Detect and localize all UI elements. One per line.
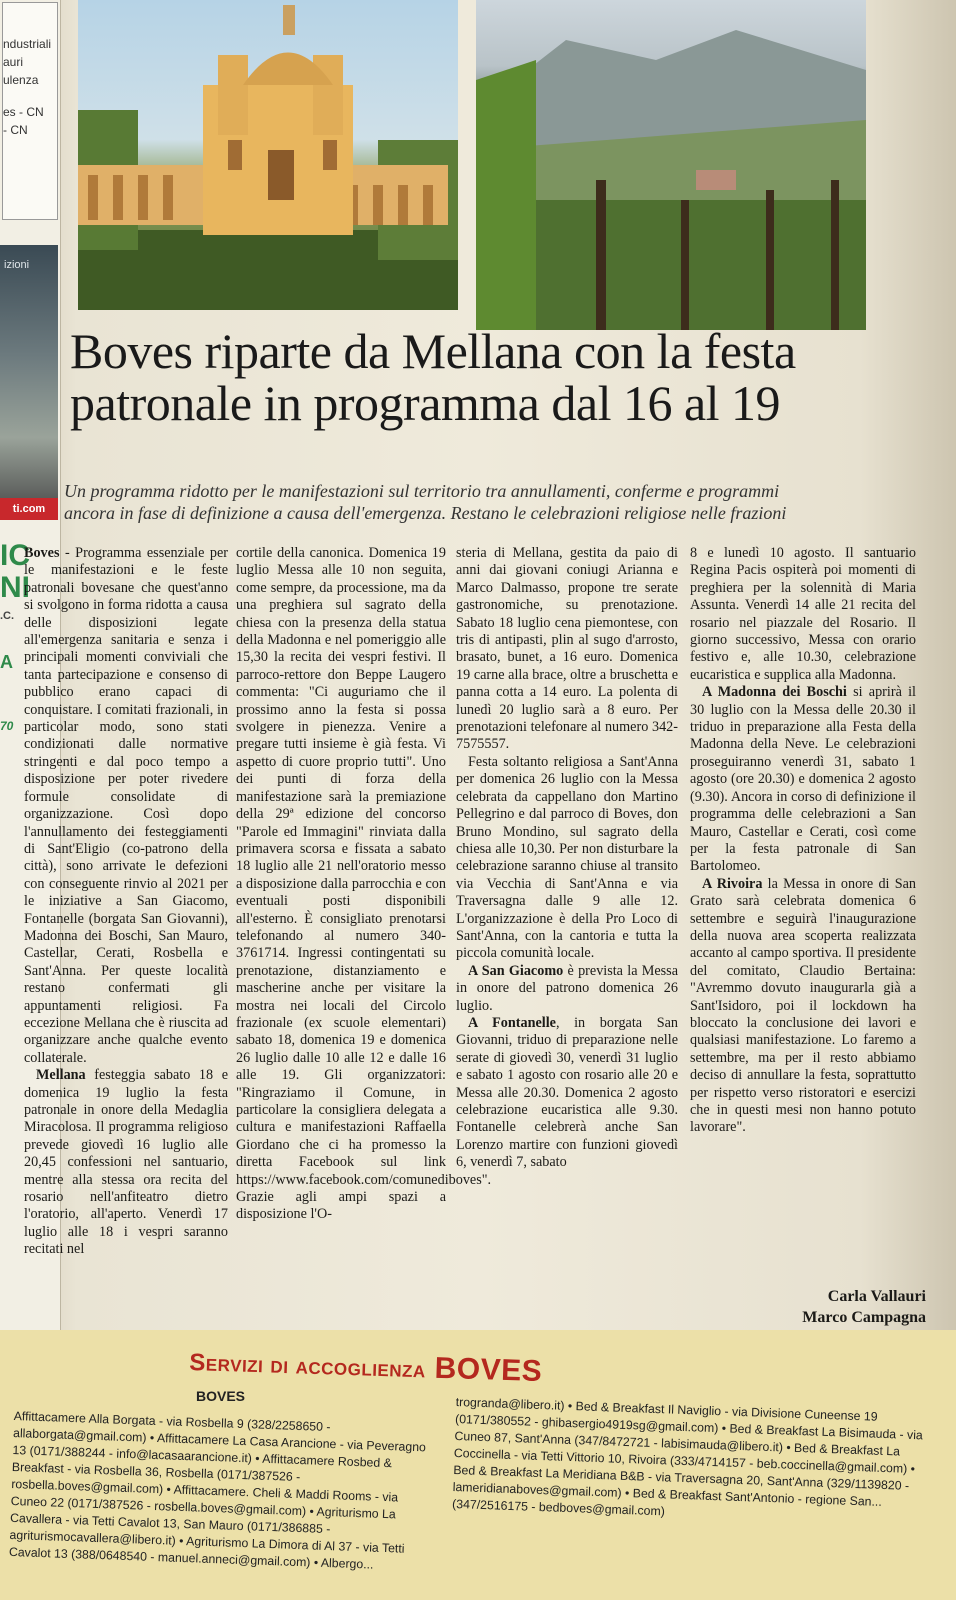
subhead-line-2: ancora in fase di definizione a causa dell'emergenza. Restano le celebrazioni religiose nelle frazioni bbox=[64, 503, 787, 523]
paragraph-lead: A Rivoira bbox=[702, 875, 763, 892]
ad-section-heading: BOVES bbox=[196, 1388, 246, 1404]
vineyard-illustration bbox=[476, 0, 866, 330]
author-name: Marco Campagna bbox=[802, 1309, 926, 1326]
article-paragraph bbox=[690, 876, 916, 1137]
paragraph-lead: A Madonna dei Boschi bbox=[702, 684, 847, 701]
left-advert-image bbox=[0, 245, 58, 520]
left-green-line: IC bbox=[0, 539, 30, 572]
left-advert-bar: ti.com bbox=[0, 498, 58, 520]
article-paragraph bbox=[24, 1067, 228, 1258]
sanctuary-illustration bbox=[78, 0, 458, 310]
left-box-line: auri bbox=[3, 55, 24, 69]
article-paragraph bbox=[456, 963, 678, 1015]
author-name: Carla Vallauri bbox=[827, 1288, 926, 1305]
left-advert-label: izioni bbox=[4, 259, 30, 271]
article-column-4 bbox=[690, 545, 916, 1137]
article-subheading bbox=[64, 480, 874, 524]
article-byline bbox=[802, 1286, 926, 1328]
article-headline bbox=[70, 325, 860, 429]
paragraph-lead: A Fontanelle bbox=[468, 1014, 556, 1031]
left-green-small: .C. bbox=[0, 610, 15, 622]
left-box-line: es - CN bbox=[3, 105, 44, 119]
article-column-1 bbox=[24, 545, 228, 1259]
headline-line-2: patronale in programma dal 16 al 19 bbox=[70, 375, 781, 431]
ad-listing-column-2: trogranda@libero.it) • Bed & Breakfast Il Naviglio - via Divisione Cuneense 19 (0171/380552 - ghibasergio4919sg@gmail.com) • Bed & Breakfast La Bisimauda - via Cuneo 87, Sant'Anna (347/8472721 - labisimauda@libero.it) • Bed & Breakfast La Coccinella - via Tetti Vittorio 10, Rivoira (333/4714157 - beb.coccinella@gmail.com) • Bed & Breakfast La Meridiana B&B - via Traversagna 20, Sant'Anna (329/1139820 - lameridianaboves@gmail.com) • Bed & Breakfast Sant'Antonio - regione San... (347/2516175 - bedboves@gmail.com) bbox=[451, 1394, 924, 1519]
ad-title bbox=[189, 1344, 543, 1389]
paragraph-text: si aprirà il 30 luglio con la Messa delle 20.30 il triduo in preparazione alla Festa della Madonna della Neve. Le celebrazioni proseguiranno venerdì 31, sabato 1 agosto (ore 20.30) e domenica 2 agosto (9.30). Ancora in corso di definizione il programma delle celebrazioni a San Mauro, Castellar e Cerati, così come per la festa patronale di San Bartolomeo. bbox=[690, 684, 916, 875]
paragraph-lead: A San Giacomo bbox=[468, 962, 564, 979]
article-paragraph bbox=[456, 545, 678, 754]
paragraph-lead: Mellana bbox=[36, 1067, 86, 1084]
paragraph-text: è prevista la Messa in onore del patrono domenica 26 luglio. bbox=[456, 962, 679, 1014]
left-green-number: 70 bbox=[0, 719, 14, 733]
photo-vineyard bbox=[476, 0, 866, 330]
left-neighbor-box bbox=[2, 2, 58, 220]
left-green-line: NI bbox=[0, 571, 30, 604]
paragraph-text: , in borgata San Giovanni, triduo di preparazione nelle serate di giovedì 30, venerdì 31 luglio e sabato 1 agosto con rosario alle 20 e Messa alle 20.30. Domenica 2 agosto celebrazione eucaristica alle 9.30. Fontanelle celebrerà anche San Lorenzo martire con funzioni giovedì 6, venerdì 7, sabato bbox=[456, 1014, 678, 1171]
article-column-2 bbox=[236, 545, 492, 1224]
paragraph-text: festeggia sabato 18 e domenica 19 luglio la festa patronale in onore della Medaglia Miracolosa. Il programma religioso prevede giovedì 16 luglio alle 20,45 confessioni nel santuario, mentre alla stessa ora recita del rosario nell'anfiteatro dietro l'oratorio, all'aperto. Venerdì 17 luglio alle 18 i vespri saranno recitati nel bbox=[24, 1067, 228, 1258]
ad-title-town: BOVES bbox=[434, 1351, 543, 1389]
left-box-line: - CN bbox=[3, 123, 28, 137]
left-box-line: ulenza bbox=[3, 73, 39, 87]
left-box-line: ndustriali bbox=[3, 37, 52, 51]
article-paragraph bbox=[690, 684, 916, 875]
paragraph-text: 8 e lunedì 10 agosto. Il santuario Regina Pacis ospiterà poi momenti di preghiera per la solennità di Maria Assunta. Venerdì 14 alle 21 recita del rosario nel piazzale del Rosario. Il giorno successivo, Messa con orario festivo e, alle 10.30, celebrazione eucaristica e supplica alla Madonna. bbox=[690, 545, 916, 683]
paragraph-text: cortile della canonica. Domenica 19 luglio Messa alle 10 non seguita, come sempre, da processione, ma da una preghiera sul sagrato della chiesa con la presenza della statua della Madonna e nel pomeriggio alle 15,30 la recita dei vespri festivi. Il parroco-rettore don Beppe Laugero commenta: "Ci auguriamo che il prossimo anno la festa si possa svolgere in pienezza. Venire a pregare tutti insieme è già festa. Vi aspetto di cuore proprio tutti". Uno dei punti di forza della manifestazione sarà la premiazione della 29ª edizione del concorso "Parole ed Immagini" rinviata dalla primavera scorsa e fissata a sabato 18 luglio alle 21 nell'oratorio messo a disposizione dalla parrocchia e con eventuali posti disponibili all'esterno. È consigliato prenotarsi telefonando al numero 340-3761714. Ingressi contingentati su prenotazione, distanziamento e mascherine anche per visitare la mostra nei locali del Circolo frazionale (ex scuole elementari) sabato 18, domenica 19 e domenica 26 luglio dalle 10 alle 12 e dalle 16 alle 19. Gli organizzatori: "Ringraziamo il Comune, in particolare la consigliera delegata a cultura e manifestazioni Raffaella Giordano che ci ha promesso la diretta Facebook sul link https://www.facebook.com/comunediboves". Grazie agli ampi spazi a disposizione l'O- bbox=[236, 545, 492, 1223]
subhead-line-1: Un programma ridotto per le manifestazioni sul territorio tra annullamenti, conferme e programmi bbox=[64, 481, 780, 501]
article-paragraph bbox=[690, 545, 916, 684]
ad-listing-column-1: Affittacamere Alla Borgata - via Rosbella 9 (328/2258650 - allaborgata@gmail.com) • Affittacamere La Casa Arancione - via Peveragno 13 (0171/388244 - info@lacasaarancione.it) • Affittacamere Rosbed & Breakfast - via Rosbella 36, Rosbella (0171/387526 - rosbella.boves@gmail.com) • Affittacamere. Cheli & Maddi Rooms - via Cuneo 22 (0171/387526 - rosbella.boves@gmail.com) • Agriturismo La Cavallera - via Tetti Cavalot 13, San Mauro (0171/386885 - agriturismocavallera@libero.it) • Agriturismo La Dimora di Al 37 - via Tetti Cavalot 13 (388/0648540 - manuel.anneci@gmail.com) • Albergo... bbox=[8, 1408, 427, 1572]
left-green-letter: A bbox=[0, 652, 13, 672]
article-paragraph bbox=[236, 545, 492, 1224]
photo-sanctuary bbox=[78, 0, 458, 310]
paragraph-lead: Boves bbox=[24, 545, 60, 561]
paragraph-text: la Messa in onore di San Grato sarà celebrata domenica 6 settembre e seguirà l'inaugurazione della nuova area scoperta realizzata accanto al campo sportiva. Il presidente del comitato, Claudio Bertaina: "Avremmo dovuto inaugurarla già a Sant'Isidoro, poi il lockdown ha bloccato la conclusione dei lavori e qualsiasi manifestazione. Lo faremo a settembre, ma per il resto abbiamo deciso di annullare la festa, soprattutto per rispetto verso ristoratori e esercizi che in questi mesi non hanno potuto lavorare". bbox=[690, 875, 917, 1136]
paragraph-text: Festa soltanto religiosa a Sant'Anna per domenica 26 luglio con la Messa celebrata da cappellano don Martino Pellegrino e dal parroco di Boves, don Bruno Mondino, sul sagrato della chiesa alle 10,30. Per non disturbare la celebrazione saranno chiuse al transito via Vecchia di Sant'Anna e via Traversagna dalle 9 alle 12. L'organizzazione è della Pro Loco di Sant'Anna, con la cantoria e tutta la piccola comunità locale. bbox=[456, 753, 678, 962]
paragraph-text: steria di Mellana, gestita da paio di anni dai giovani coniugi Arianna e Marco Dalmasso, propone tre serate gastronomiche, su prenotazione. Sabato 18 luglio cena piemontese, con tris di antipasti, plin al sugo d'arrosto, brasato, bunet, a 16 euro. Domenica 19 carne alla brace, oltre a bruschetta e panna cotta a 14 euro. La polenta di lunedì 20 luglio sarà a 8 euro. Per prenotazioni telefonare al numero 342-7575557. bbox=[456, 545, 678, 753]
article-paragraph bbox=[456, 754, 678, 963]
article-column-3 bbox=[456, 545, 678, 1172]
paragraph-text: - Programma essenziale per le manifestazioni e le feste patronali bovesane che quest'anno si svolgono in forma ridotta a causa delle disposizioni legate all'emergenza sanitaria e senza i principali momenti conviviali che tanta partecipazione e consenso di pubblico erano capaci di conquistare. I comitati frazionali, in particolar modo, sono stati condizionati dalle normative stringenti e dal poco tempo a disposizione per poter rivedere formule consolidate di organizzazione. Così dopo l'annullamento dei festeggiamenti di Sant'Eligio (co-patrono della città), sono arrivate le defezioni con conseguente rinvio al 2021 per le iniziative a San Giacomo, Fontanelle (borgata San Giovanni), Madonna dei Boschi, San Mauro, Castellar, Cerati, Rosbella e Sant'Anna. Per queste località restano confermati gli appuntamenti religiosi. Fa eccezione Mellana che è riuscita ad organizzare anche qualche evento collaterale. bbox=[24, 545, 228, 1066]
hospitality-services-ad bbox=[0, 1330, 956, 1600]
headline-line-1: Boves riparte da Mellana con la festa bbox=[70, 323, 796, 379]
article-paragraph bbox=[456, 1015, 678, 1172]
article-paragraph bbox=[24, 545, 228, 1067]
ad-title-small: Servizi di accoglienza bbox=[188, 1348, 427, 1384]
